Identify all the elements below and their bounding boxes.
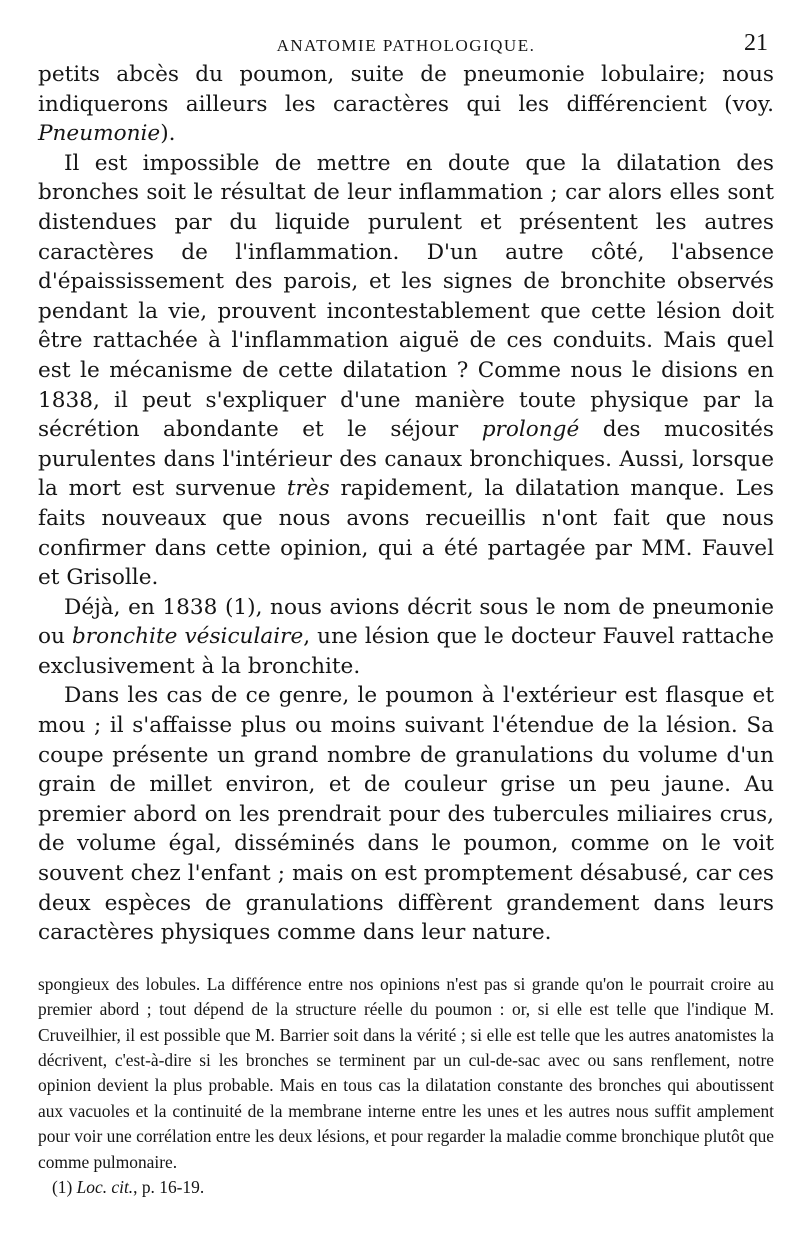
body-text (38, 60, 774, 948)
text-run: des mucosités purulentes dans l'intérieur des canaux bronchiques. Aussi, lorsque la mort est survenue (38, 417, 774, 502)
footnotes (38, 972, 774, 1201)
running-title: ANATOMIE PATHOLOGIQUE. (276, 36, 536, 55)
footnote-marker: (1) (52, 1177, 77, 1198)
italic-term: bronchite vésiculaire (71, 624, 304, 650)
italic-term: Pneumonie (38, 121, 161, 147)
paragraph (38, 60, 774, 149)
italic-term: prolongé (481, 417, 580, 443)
text-run: Il est impossible de mettre en doute que la dilatation des bronches soit le résultat de leur inflammation ; car alors elles sont distendues par du liquide purulent et présentent les autres caractères de l'inflammation. D'un autre côté, l'absence d'épaississement des parois, et les signes de bronchite observés pendant la vie, prouvent incontestablement que cette lésion doit être rattachée à l'inflammation aiguë de ces conduits. Mais quel est le mécanisme de cette dilatation ? Comme nous le disions en 1838, il peut s'expliquer d'une manière toute physique par la sécrétion abondante et le séjour (38, 150, 774, 443)
footnote-continuation: spongieux des lobules. La différence entre nos opinions n'est pas si grande qu'on le pourrait croire au premier abord ; tout dépend de la structure réelle du poumon : or, si elle est telle que l'indique M. Cruveilhier, il est possible que M. Barrier soit dans la vérité ; si elle est telle que les autres anatomistes la décrivent, c'est-à-dire si les bronches se terminent par un cul-de-sac avec ou sans renflement, notre opinion devient la plus probable. Mais en tous cas la dilatation constante des bronches qui aboutissent aux vacuoles et la continuité de la membrane interne entre les unes et les autres nous suffit amplement pour voir une corrélation entre les deux lésions, et pour regarder la maladie comme bronchique plutôt que comme pulmonaire. (38, 973, 774, 1172)
text-run: ). (160, 121, 176, 147)
footnote-1 (38, 1175, 774, 1200)
text-run: Déjà, en 1838 (1), nous avions décrit sous le nom de pneumonie ou (38, 594, 774, 650)
footnote-citation: Loc. cit. (76, 1177, 134, 1198)
paragraph (38, 149, 774, 593)
page-number: 21 (744, 30, 768, 56)
paragraph: Dans les cas de ce genre, le poumon à l'extérieur est flasque et mou ; il s'affaisse plus ou moins suivant l'étendue de la lésion. Sa coupe présente un grand nombre de granulations du volume d'un grain de millet environ, et de couleur grise un peu jaune. Au premier abord on les prendrait pour des tubercules miliaires crus, de volume égal, disséminés dans le poumon, comme on le voit souvent chez l'enfant ; mais on est promptement désabusé, car ces deux espèces de granulations diffèrent grandement dans leurs caractères physiques comme dans leur nature. (38, 683, 774, 946)
text-run: , une lésion que le docteur Fauvel rattache exclusivement à la bronchite. (38, 624, 774, 679)
page-header (38, 26, 774, 60)
text-run: rapidement, la dilatation manque. Les faits nouveaux que nous avons recueillis n'ont fait que nous confirmer dans cette opinion, qui a été partagée par MM. Fauvel et Grisolle. (38, 476, 774, 591)
italic-term: très (286, 476, 330, 502)
paragraph (38, 593, 774, 682)
footnote-pages: , p. 16-19. (133, 1177, 205, 1198)
text-run: petits abcès du poumon, suite de pneumonie lobulaire; nous indiquerons ailleurs les caractères qui les différencient (voy. (38, 62, 774, 117)
